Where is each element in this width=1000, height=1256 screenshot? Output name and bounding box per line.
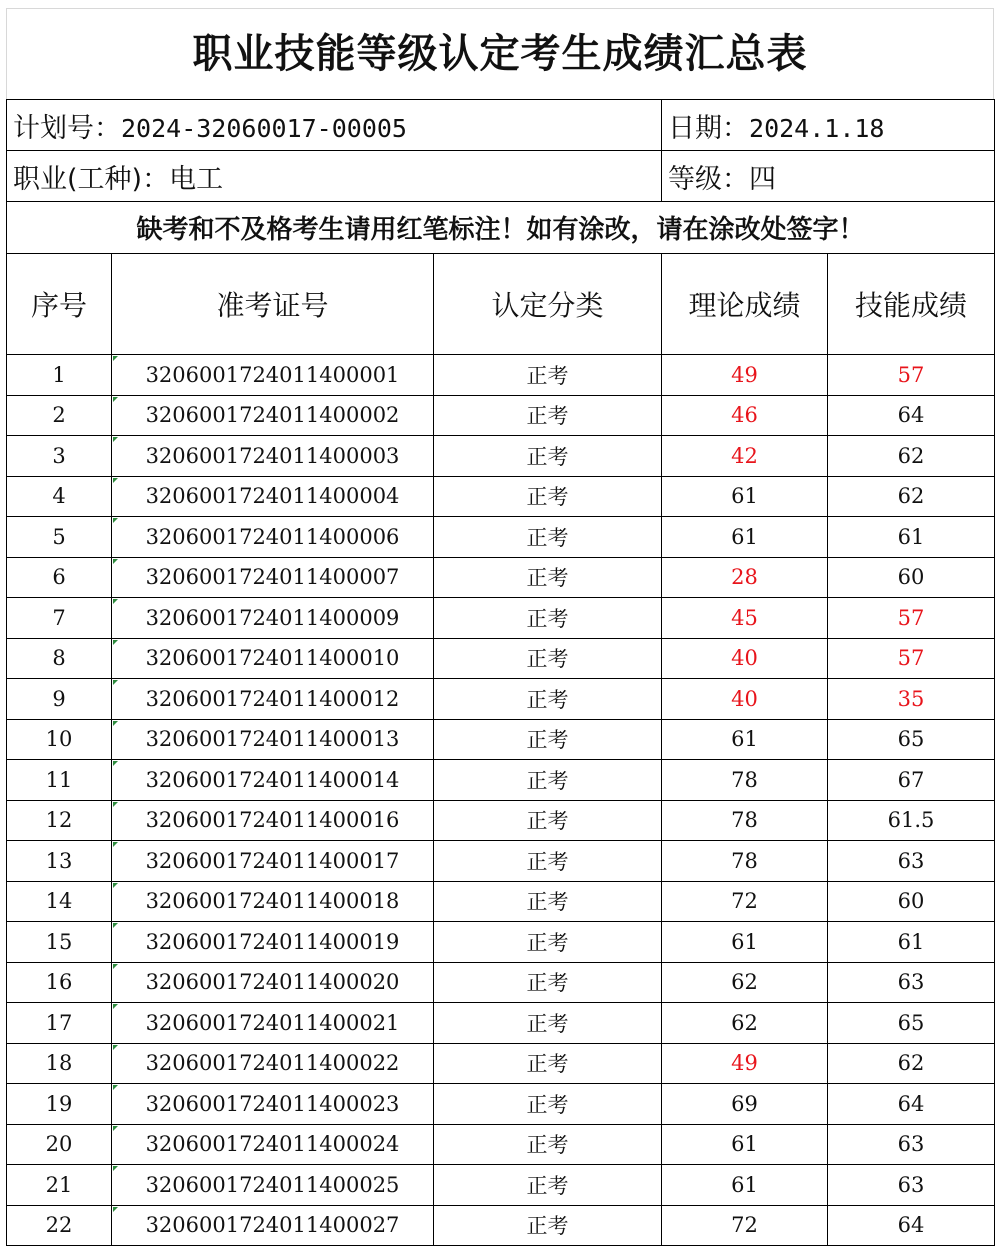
plan-row [7,100,995,151]
cert-number: 3206001724011400021 [112,1003,434,1044]
cert-number: 3206001724011400019 [112,922,434,963]
notice-text: 缺考和不及格考生请用红笔标注！如有涂改，请在涂改处签字！ [7,202,995,254]
occupation-cell [7,151,662,202]
plan-number-cell [7,100,662,151]
assessment-type: 正考 [434,881,662,922]
row-number: 1 [7,355,112,396]
skill-score: 60 [828,881,995,922]
cert-number: 3206001724011400009 [112,598,434,639]
assessment-type: 正考 [434,962,662,1003]
theory-score: 78 [662,841,828,882]
assessment-type: 正考 [434,922,662,963]
row-number: 3 [7,436,112,477]
row-number: 11 [7,760,112,801]
assessment-type: 正考 [434,1165,662,1206]
skill-score: 67 [828,760,995,801]
row-number: 20 [7,1124,112,1165]
table-row [7,598,995,639]
notice-row [7,202,995,254]
cert-number: 3206001724011400016 [112,800,434,841]
date-cell [662,100,995,151]
assessment-type: 正考 [434,719,662,760]
skill-score: 65 [828,719,995,760]
table-row [7,436,995,477]
column-header-no: 序号 [7,254,112,355]
row-number: 22 [7,1205,112,1246]
skill-score: 63 [828,1124,995,1165]
table-row [7,800,995,841]
skill-score: 62 [828,476,995,517]
cert-number: 3206001724011400027 [112,1205,434,1246]
theory-score: 61 [662,922,828,963]
row-number: 21 [7,1165,112,1206]
cert-number: 3206001724011400001 [112,355,434,396]
skill-score: 63 [828,962,995,1003]
summary-table [6,99,995,1246]
cert-number: 3206001724011400004 [112,476,434,517]
assessment-type: 正考 [434,679,662,720]
skill-score: 62 [828,436,995,477]
plan-label: 计划号： [13,112,121,144]
cert-number: 3206001724011400018 [112,881,434,922]
cert-number: 3206001724011400023 [112,1084,434,1125]
cert-number: 3206001724011400014 [112,760,434,801]
column-header-skill: 技能成绩 [828,254,995,355]
row-number: 10 [7,719,112,760]
assessment-type: 正考 [434,395,662,436]
assessment-type: 正考 [434,1043,662,1084]
occupation-label: 职业(工种)： [13,163,170,195]
date-label: 日期： [668,112,750,144]
theory-score: 61 [662,517,828,558]
cert-number: 3206001724011400017 [112,841,434,882]
table-row [7,476,995,517]
skill-score: 61 [828,517,995,558]
skill-score: 57 [828,598,995,639]
skill-score: 61.5 [828,800,995,841]
theory-score: 45 [662,598,828,639]
occupation-row [7,151,995,202]
table-row [7,719,995,760]
table-row [7,881,995,922]
row-number: 7 [7,598,112,639]
theory-score: 62 [662,962,828,1003]
skill-score: 35 [828,679,995,720]
cert-number: 3206001724011400010 [112,638,434,679]
theory-score: 72 [662,881,828,922]
row-number: 16 [7,962,112,1003]
table-row [7,1205,995,1246]
theory-score: 62 [662,1003,828,1044]
cert-number: 3206001724011400013 [112,719,434,760]
theory-score: 46 [662,395,828,436]
theory-score: 49 [662,1043,828,1084]
row-number: 8 [7,638,112,679]
theory-score: 69 [662,1084,828,1125]
theory-score: 40 [662,679,828,720]
cert-number: 3206001724011400007 [112,557,434,598]
assessment-type: 正考 [434,1084,662,1125]
theory-score: 42 [662,436,828,477]
row-number: 6 [7,557,112,598]
table-row [7,1124,995,1165]
skill-score: 57 [828,638,995,679]
theory-score: 61 [662,476,828,517]
theory-score: 61 [662,1165,828,1206]
cert-number: 3206001724011400012 [112,679,434,720]
occupation-value: 电工 [169,163,224,195]
row-number: 19 [7,1084,112,1125]
row-number: 12 [7,800,112,841]
theory-score: 72 [662,1205,828,1246]
assessment-type: 正考 [434,841,662,882]
row-number: 2 [7,395,112,436]
assessment-type: 正考 [434,557,662,598]
cert-number: 3206001724011400002 [112,395,434,436]
table-row [7,1165,995,1206]
cert-number: 3206001724011400020 [112,962,434,1003]
assessment-type: 正考 [434,436,662,477]
level-value: 四 [749,163,777,195]
row-number: 13 [7,841,112,882]
theory-score: 61 [662,719,828,760]
assessment-type: 正考 [434,638,662,679]
table-row [7,962,995,1003]
skill-score: 62 [828,1043,995,1084]
row-number: 14 [7,881,112,922]
column-header-theory: 理论成绩 [662,254,828,355]
header-row [7,254,995,355]
level-cell [662,151,995,202]
row-number: 17 [7,1003,112,1044]
assessment-type: 正考 [434,1003,662,1044]
skill-score: 57 [828,355,995,396]
theory-score: 78 [662,800,828,841]
table-row [7,355,995,396]
assessment-type: 正考 [434,1205,662,1246]
assessment-type: 正考 [434,517,662,558]
column-header-cert: 准考证号 [112,254,434,355]
skill-score: 61 [828,922,995,963]
page-title: 职业技能等级认定考生成绩汇总表 [6,8,994,99]
cert-number: 3206001724011400003 [112,436,434,477]
theory-score: 78 [662,760,828,801]
cert-number: 3206001724011400024 [112,1124,434,1165]
skill-score: 65 [828,1003,995,1044]
table-row [7,517,995,558]
theory-score: 28 [662,557,828,598]
date-value: 2024.1.18 [749,113,885,143]
table-row [7,1003,995,1044]
theory-score: 40 [662,638,828,679]
row-number: 4 [7,476,112,517]
table-row [7,1043,995,1084]
assessment-type: 正考 [434,1124,662,1165]
theory-score: 49 [662,355,828,396]
cert-number: 3206001724011400022 [112,1043,434,1084]
row-number: 5 [7,517,112,558]
table-row [7,679,995,720]
skill-score: 64 [828,1205,995,1246]
skill-score: 60 [828,557,995,598]
table-body [7,355,995,1246]
skill-score: 63 [828,1165,995,1206]
cert-number: 3206001724011400006 [112,517,434,558]
column-header-type: 认定分类 [434,254,662,355]
table-row [7,760,995,801]
skill-score: 64 [828,395,995,436]
level-label: 等级： [668,163,750,195]
table-row [7,1084,995,1125]
assessment-type: 正考 [434,800,662,841]
table-row [7,395,995,436]
row-number: 15 [7,922,112,963]
row-number: 9 [7,679,112,720]
assessment-type: 正考 [434,476,662,517]
table-row [7,557,995,598]
skill-score: 64 [828,1084,995,1125]
table-row [7,922,995,963]
score-summary-sheet [6,8,994,1246]
assessment-type: 正考 [434,598,662,639]
plan-value: 2024-32060017-00005 [121,113,407,143]
theory-score: 61 [662,1124,828,1165]
assessment-type: 正考 [434,355,662,396]
cert-number: 3206001724011400025 [112,1165,434,1206]
table-row [7,841,995,882]
skill-score: 63 [828,841,995,882]
row-number: 18 [7,1043,112,1084]
assessment-type: 正考 [434,760,662,801]
table-row [7,638,995,679]
